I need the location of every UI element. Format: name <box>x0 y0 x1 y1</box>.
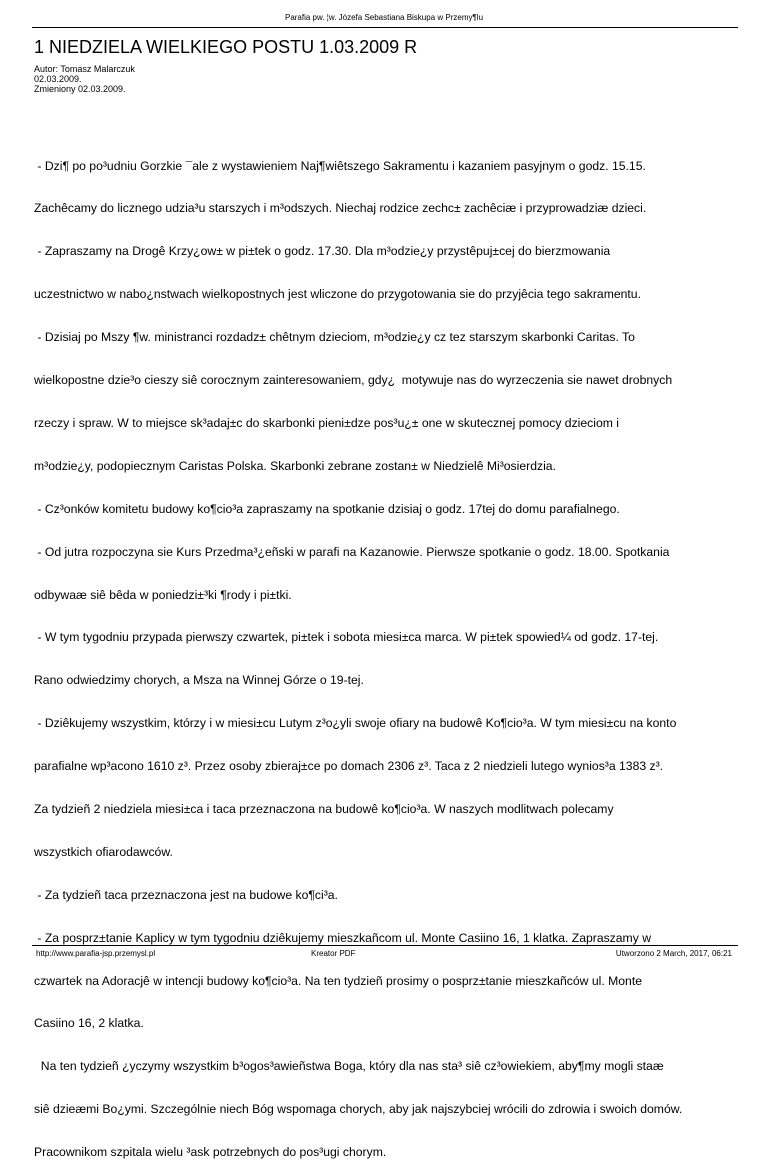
body-line: rzeczy i spraw. W to miejsce sk³adaj±c do skarbonki pieni±dze pos³u¿± one w skutecznej pomocy dzieciom i <box>34 415 619 430</box>
page-title: 1 NIEDZIELA WIELKIEGO POSTU 1.03.2009 R <box>34 37 418 57</box>
body-line: wielkopostne dzie³o cieszy siê corocznym zainteresowaniem, gdy¿ motywuje nas do wyrzeczenia sie nawet drobnych <box>34 373 673 388</box>
body-line: odbywaæ siê bêda w poniedzi±³ki ¶rody i pi±tki. <box>34 587 292 602</box>
body-line: - Zapraszamy na Drogê Krzy¿ow± w pi±tek o godz. 17.30. Dla m³odzie¿y przystêpuj±cej do bierzmowania <box>34 244 611 259</box>
body-line: - Dzi¶ po po³udniu Gorzkie ¯ale z wystawieniem Naj¶wiêtszego Sakramentu i kazaniem pasyjnym o godz. 15.15. <box>34 158 646 173</box>
body-line: uczestnictwo w nabo¿nstwach wielkopostnych jest wliczone do przygotowania sie do przyjêcia tego sakramentu. <box>34 287 641 302</box>
footer-url[interactable]: http://www.parafia-jsp.przemysl.pl <box>36 949 156 958</box>
body-line: - Dziêkujemy wszystkim, którzy i w miesi±cu Lutym z³o¿yli swoje ofiary na budowê Ko¶cio³a. W tym miesi±cu na konto <box>34 716 677 731</box>
body-line: - Cz³onków komitetu budowy ko¶cio³a zapraszamy na spotkanie dzisiaj o godz. 17tej do domu parafialnego. <box>34 501 620 516</box>
author-line: Autor: Tomasz Malarczuk <box>34 64 135 74</box>
footer-divider <box>32 945 738 946</box>
body-line: czwartek na Adoracjê w intencji budowy ko¶cio³a. Na ten tydzieñ prosimy o posprz±tanie mieszkañców ul. Monte <box>34 973 642 988</box>
body-line: siê dzieæmi Bo¿ymi. Szczególnie niech Bóg wspomaga chorych, aby jak najszybciej wrócili do zdrowia i swoich domów. <box>34 1102 683 1117</box>
body-line: - Za posprz±tanie Kaplicy w tym tygodniu dziêkujemy mieszkañcom ul. Monte Casiino 16, 1 klatka. Zapraszamy w <box>34 930 651 945</box>
body-line: Za tydzieñ 2 niedziela miesi±ca i taca przeznaczona na budowê ko¶cio³a. W naszych modlitwach polecamy <box>34 801 614 816</box>
modified-date: Zmieniony 02.03.2009. <box>34 84 126 94</box>
article-meta <box>34 64 734 94</box>
body-line: - W tym tygodniu przypada pierwszy czwartek, pi±tek i sobota miesi±ca marca. W pi±tek spowied¼ od godz. 17-tej. <box>34 630 659 645</box>
body-line: Zachêcamy do licznego udzia³u starszych i m³odszych. Niechaj rodzice zechc± zachêciæ i przyprowadziæ dzieci. <box>34 201 647 216</box>
body-line: Pracownikom szpitala wielu ³ask potrzebnych do pos³ugi chorym. <box>34 1145 387 1160</box>
body-line: - Za tydzieñ taca przeznaczona jest na budowe ko¶ci³a. <box>34 887 338 902</box>
body-line: - Dzisiaj po Mszy ¶w. ministranci rozdadz± chêtnym dzieciom, m³odzie¿y cz tez starszym skarbonki Caritas. To <box>34 330 635 345</box>
title-divider <box>32 27 738 28</box>
footer-creator: Kreator PDF <box>311 949 356 958</box>
article-body <box>34 130 736 1174</box>
body-line: Casiino 16, 2 klatka. <box>34 1016 144 1031</box>
footer-created-date: Utworzono 2 March, 2017, 06:21 <box>615 949 732 958</box>
body-line: Rano odwiedzimy chorych, a Msza na Winnej Górze o 19-tej. <box>34 673 364 688</box>
page-header: Parafia pw. ¦w. Józefa Sebastiana Biskupa w Przemy¶lu <box>284 13 484 22</box>
body-line: Na ten tydzieñ ¿yczymy wszystkim b³ogos³awieñstwa Boga, który dla nas sta³ siê cz³owiekiem, aby¶my mogli staæ <box>34 1059 664 1074</box>
created-date: 02.03.2009. <box>34 74 82 84</box>
body-line: m³odzie¿y, podopiecznym Caristas Polska. Skarbonki zebrane zostan± w Niedzielê Mi³osierdzia. <box>34 458 556 473</box>
body-line: parafialne wp³acono 1610 z³. Przez osoby zbieraj±ce po domach 2306 z³. Taca z 2 niedzieli lutego wynios³a 1383 z³. <box>34 759 664 774</box>
body-line: - Od jutra rozpoczyna sie Kurs Przedma³¿eñski w parafi na Kazanowie. Pierwsze spotkanie o godz. 18.00. Spotkania <box>34 544 670 559</box>
body-line: wszystkich ofiarodawców. <box>34 844 173 859</box>
